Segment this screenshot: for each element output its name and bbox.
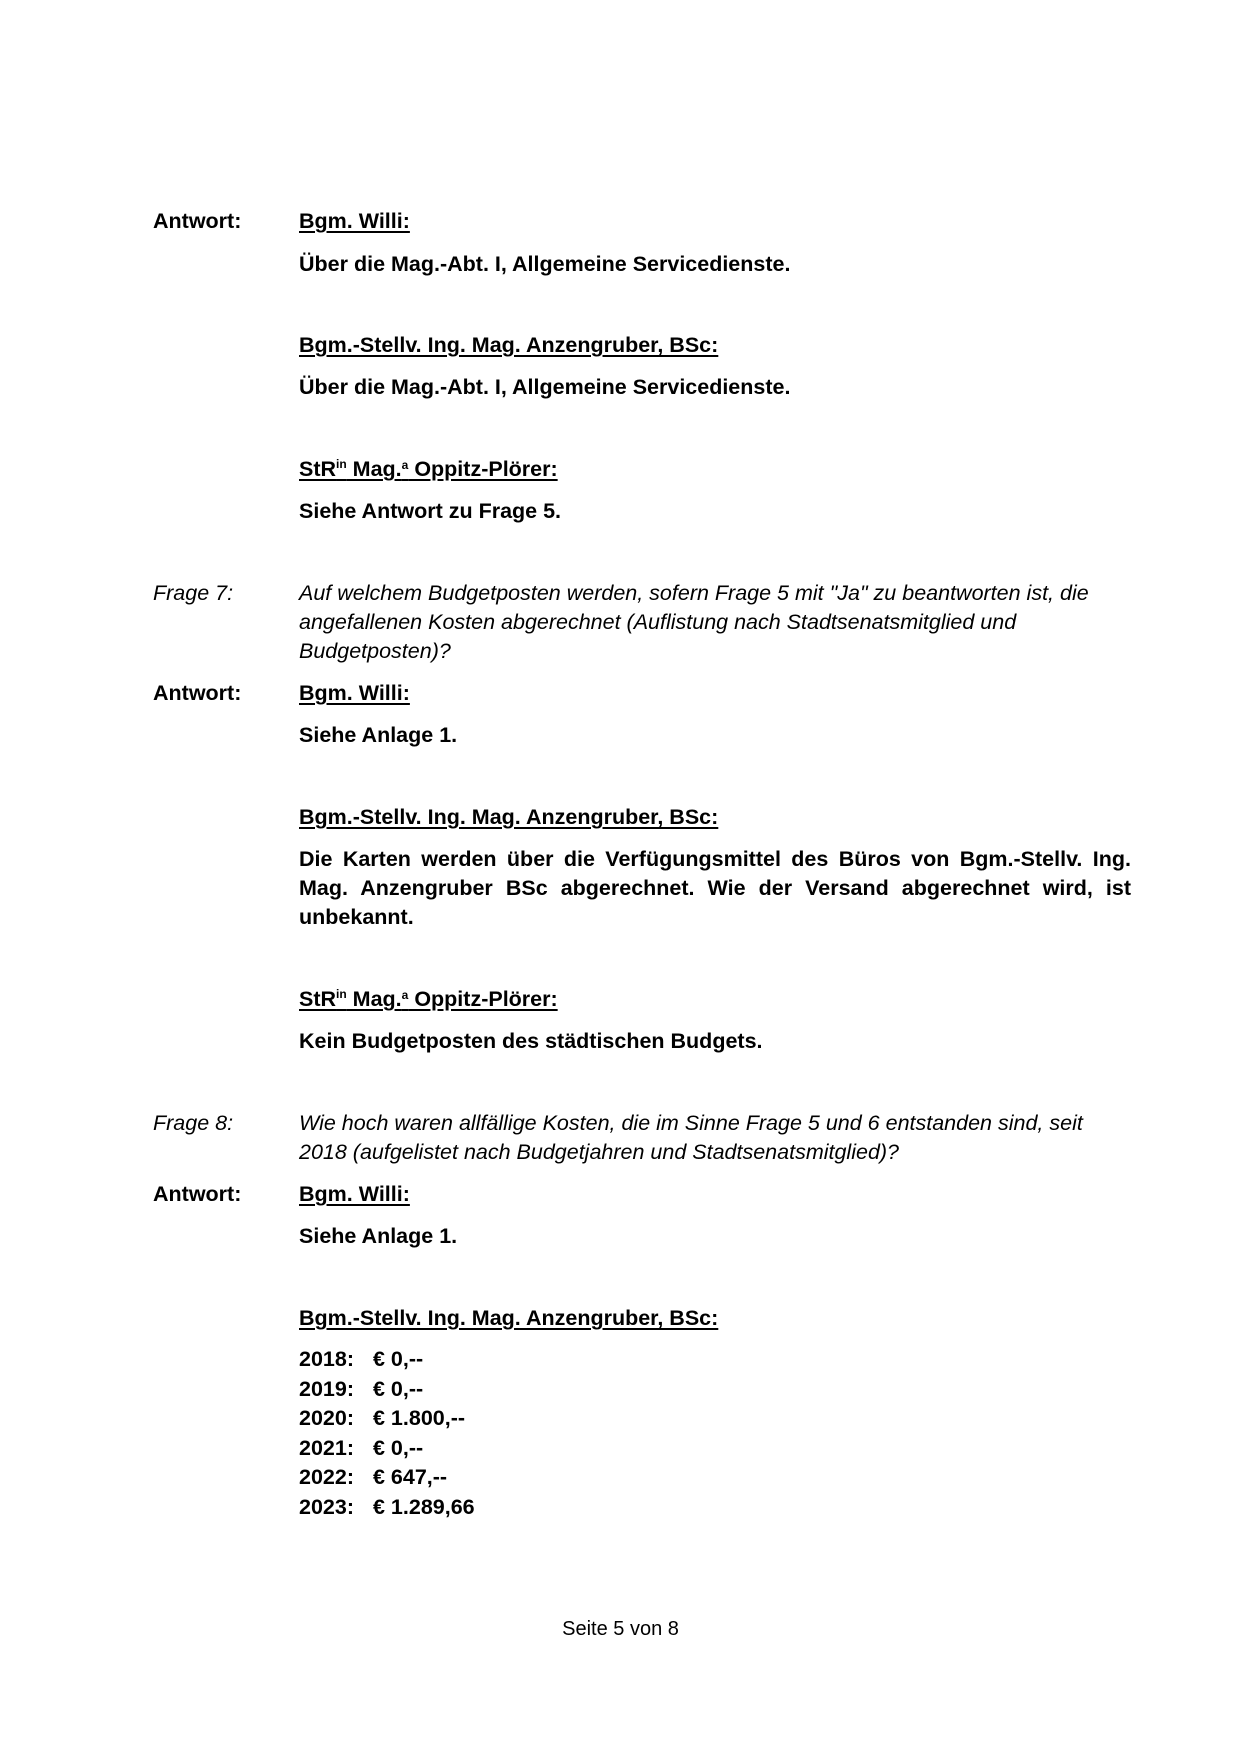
speaker-anzengruber: Bgm.-Stellv. Ing. Mag. Anzengruber, BSc:: [299, 1306, 719, 1330]
speaker-bgm-willi: Bgm. Willi:: [299, 681, 410, 705]
speaker-bgm-willi: Bgm. Willi:: [299, 1182, 410, 1206]
page-number: Seite 5 von 8: [562, 1618, 679, 1640]
question-text: Wie hoch waren allfällige Kosten, die im Sinne Frage 5 und 6 entstanden sind, seit 2018 (aufgelistet nach Budgetjahren und Stadtsenatsmitglied)?: [299, 1111, 1083, 1164]
cost-row: 2023: € 1.289,66: [299, 1494, 475, 1519]
speaker-oppitz-ploerer: StR$^{in}$ Mag.$^a$ Oppitz-Plörer:: [299, 456, 558, 481]
question-label: Frage 8:: [153, 1111, 234, 1135]
answer-text: Siehe Anlage 1.: [299, 723, 458, 747]
answer-text: Die Karten werden über die Verfügungsmittel des Büros von Bgm.-Stellv. Ing. Mag. Anzengruber BSc abgerechnet. Wie der Versand abgerechnet wird, ist unbekannt.: [299, 847, 1131, 929]
speaker-oppitz-ploerer: StR$^{in}$ Mag.$^a$ Oppitz-Plörer:: [299, 986, 558, 1011]
answer-text: Siehe Antwort zu Frage 5.: [299, 499, 562, 523]
cost-row: 2018: € 0,--: [299, 1347, 424, 1371]
cost-row: 2019: € 0,--: [299, 1376, 424, 1401]
answer-text: Über die Mag.-Abt. I, Allgemeine Servicedienste.: [299, 375, 791, 399]
answer-label: Antwort:: [153, 1182, 242, 1206]
speaker-anzengruber: Bgm.-Stellv. Ing. Mag. Anzengruber, BSc:: [299, 333, 719, 357]
speaker-bgm-willi: Bgm. Willi:: [299, 209, 410, 233]
cost-row: 2021: € 0,--: [299, 1435, 424, 1460]
cost-row: 2020: € 1.800,--: [299, 1406, 466, 1430]
answer-text: Kein Budgetposten des städtischen Budgets.: [299, 1029, 763, 1053]
answer-text: Über die Mag.-Abt. I, Allgemeine Servicedienste.: [299, 252, 791, 276]
question-text: Auf welchem Budgetposten werden, sofern Frage 5 mit "Ja" zu beantworten ist, die angefallenen Kosten abgerechnet (Auflistung nach Stadtsenatsmitglied und Budgetposten)?: [299, 581, 1089, 663]
speaker-anzengruber: Bgm.-Stellv. Ing. Mag. Anzengruber, BSc:: [299, 805, 719, 829]
question-label: Frage 7:: [153, 581, 234, 605]
cost-row: 2022: € 647,--: [299, 1465, 448, 1489]
answer-label: Antwort:: [153, 681, 242, 705]
answer-text: Siehe Anlage 1.: [299, 1224, 458, 1248]
cost-list: [299, 1345, 1131, 1522]
answer-label: Antwort:: [153, 209, 242, 233]
